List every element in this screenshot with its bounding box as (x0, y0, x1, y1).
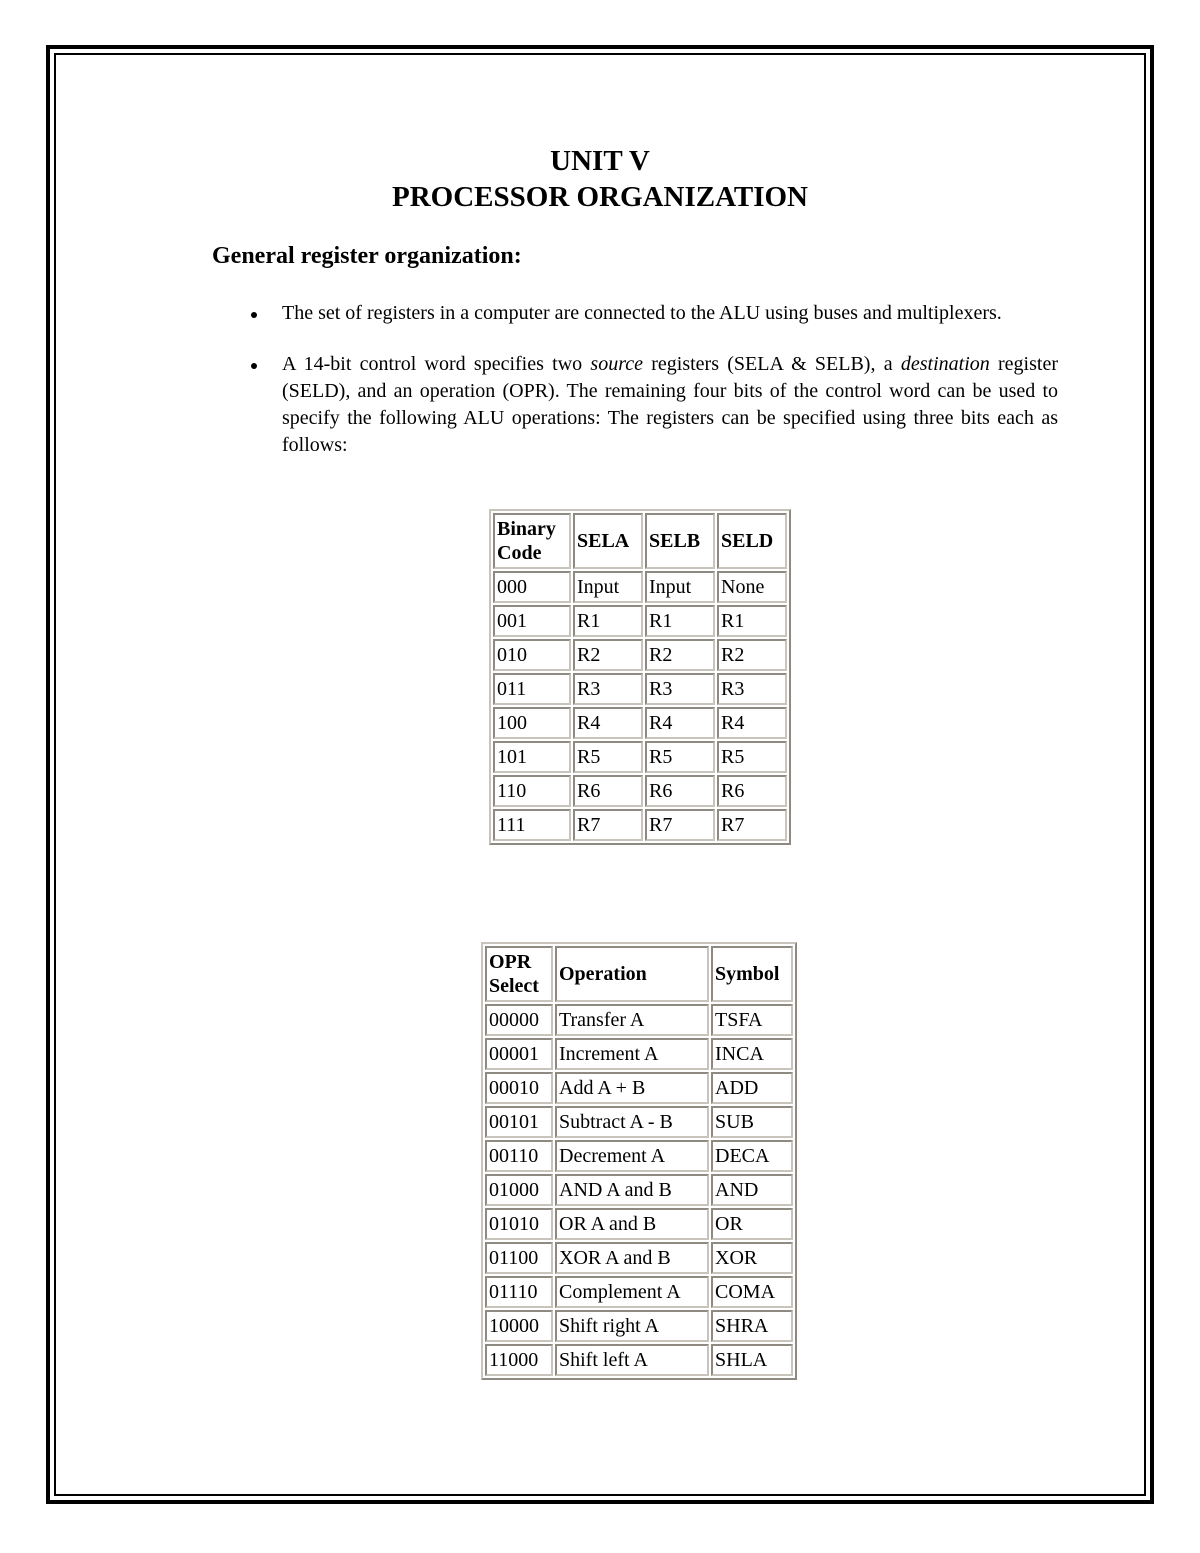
operation-cell: XOR A and B (555, 1242, 709, 1274)
sela-cell: R7 (573, 809, 643, 841)
table-row (493, 571, 787, 603)
table-row (485, 1174, 793, 1206)
selb-cell: R6 (645, 775, 715, 807)
bullet-text-start: A 14-bit control word specifies two (282, 353, 591, 375)
seld-cell: R1 (717, 605, 787, 637)
table-row (485, 1208, 793, 1240)
symbol-cell: SUB (711, 1106, 793, 1138)
operation-cell: Subtract A - B (555, 1106, 709, 1138)
operation-cell: AND A and B (555, 1174, 709, 1206)
seld-cell: R7 (717, 809, 787, 841)
header-seld: SELD (717, 513, 787, 569)
operation-cell: Increment A (555, 1038, 709, 1070)
header-selb: SELB (645, 513, 715, 569)
table-row (493, 775, 787, 807)
table-header-row (493, 513, 787, 569)
header-binary-code: Binary Code (493, 513, 571, 569)
chapter-title: PROCESSOR ORGANIZATION (392, 181, 808, 213)
sela-cell: R2 (573, 639, 643, 671)
table-row (485, 1310, 793, 1342)
bullet-icon (251, 363, 257, 369)
symbol-cell: DECA (711, 1140, 793, 1172)
selb-cell: R4 (645, 707, 715, 739)
binary-code-cell: 000 (493, 571, 571, 603)
symbol-cell: SHLA (711, 1344, 793, 1376)
symbol-cell: XOR (711, 1242, 793, 1274)
binary-code-cell: 111 (493, 809, 571, 841)
table-row (485, 1140, 793, 1172)
opr-select-cell: 01110 (485, 1276, 553, 1308)
selb-cell: R1 (645, 605, 715, 637)
sela-cell: R3 (573, 673, 643, 705)
header-symbol: Symbol (711, 946, 793, 1002)
opr-select-cell: 00010 (485, 1072, 553, 1104)
sela-cell: R6 (573, 775, 643, 807)
seld-cell: R3 (717, 673, 787, 705)
binary-code-cell: 100 (493, 707, 571, 739)
selb-cell: R7 (645, 809, 715, 841)
sela-cell: Input (573, 571, 643, 603)
table-row (485, 1276, 793, 1308)
list-item (282, 300, 1058, 327)
binary-code-cell: 101 (493, 741, 571, 773)
table-row (485, 1106, 793, 1138)
operation-cell: Decrement A (555, 1140, 709, 1172)
operation-cell: Shift right A (555, 1310, 709, 1342)
operation-cell: Shift left A (555, 1344, 709, 1376)
unit-title: UNIT V (550, 145, 650, 177)
alu-operation-table (481, 942, 797, 1380)
opr-select-cell: 11000 (485, 1344, 553, 1376)
table-row (493, 707, 787, 739)
opr-select-cell: 10000 (485, 1310, 553, 1342)
sela-cell: R4 (573, 707, 643, 739)
symbol-cell: OR (711, 1208, 793, 1240)
header-operation: Operation (555, 946, 709, 1002)
symbol-cell: COMA (711, 1276, 793, 1308)
operation-cell: Complement A (555, 1276, 709, 1308)
opr-select-cell: 01100 (485, 1242, 553, 1274)
table-header-row (485, 946, 793, 1002)
symbol-cell: INCA (711, 1038, 793, 1070)
table-row (485, 1242, 793, 1274)
selb-cell: Input (645, 571, 715, 603)
table-row (493, 809, 787, 841)
binary-code-cell: 010 (493, 639, 571, 671)
binary-code-cell: 011 (493, 673, 571, 705)
operation-cell: OR A and B (555, 1208, 709, 1240)
symbol-cell: SHRA (711, 1310, 793, 1342)
bullet-text: The set of registers in a computer are connected to the ALU using buses and multiplexers. (282, 302, 1002, 324)
binary-code-cell: 001 (493, 605, 571, 637)
operation-cell: Transfer A (555, 1004, 709, 1036)
symbol-cell: ADD (711, 1072, 793, 1104)
bullet-text-middle: registers (SELA & SELB), a (642, 353, 901, 375)
table-row (485, 1004, 793, 1036)
seld-cell: R4 (717, 707, 787, 739)
header-sela: SELA (573, 513, 643, 569)
seld-cell: R5 (717, 741, 787, 773)
table-row (493, 639, 787, 671)
opr-select-cell: 00001 (485, 1038, 553, 1070)
opr-select-cell: 00101 (485, 1106, 553, 1138)
seld-cell: R6 (717, 775, 787, 807)
operation-cell: Add A + B (555, 1072, 709, 1104)
seld-cell: None (717, 571, 787, 603)
opr-select-cell: 01000 (485, 1174, 553, 1206)
page-title (0, 143, 1200, 215)
opr-select-cell: 01010 (485, 1208, 553, 1240)
bullet-text-end: register (SELD), and an operation (OPR). The remaining four bits of the control word can be used to specify the following ALU operations: The registers can be specified using three bits each as follows: (282, 353, 1058, 456)
selb-cell: R3 (645, 673, 715, 705)
symbol-cell: AND (711, 1174, 793, 1206)
opr-select-cell: 00110 (485, 1140, 553, 1172)
list-item (282, 351, 1058, 459)
selb-cell: R2 (645, 639, 715, 671)
header-opr-select: OPR Select (485, 946, 553, 1002)
destination-term: destination (900, 353, 990, 375)
seld-cell: R2 (717, 639, 787, 671)
table-row (493, 605, 787, 637)
bullet-icon (251, 312, 257, 318)
sela-cell: R5 (573, 741, 643, 773)
table-row (493, 741, 787, 773)
section-heading: General register organization: (212, 243, 522, 269)
register-select-table (489, 509, 791, 845)
table-row (485, 1344, 793, 1376)
bullet-list (282, 300, 1058, 483)
opr-select-cell: 00000 (485, 1004, 553, 1036)
sela-cell: R1 (573, 605, 643, 637)
binary-code-cell: 110 (493, 775, 571, 807)
table-row (485, 1038, 793, 1070)
selb-cell: R5 (645, 741, 715, 773)
table-row (493, 673, 787, 705)
table-row (485, 1072, 793, 1104)
symbol-cell: TSFA (711, 1004, 793, 1036)
source-term: source (590, 353, 643, 375)
